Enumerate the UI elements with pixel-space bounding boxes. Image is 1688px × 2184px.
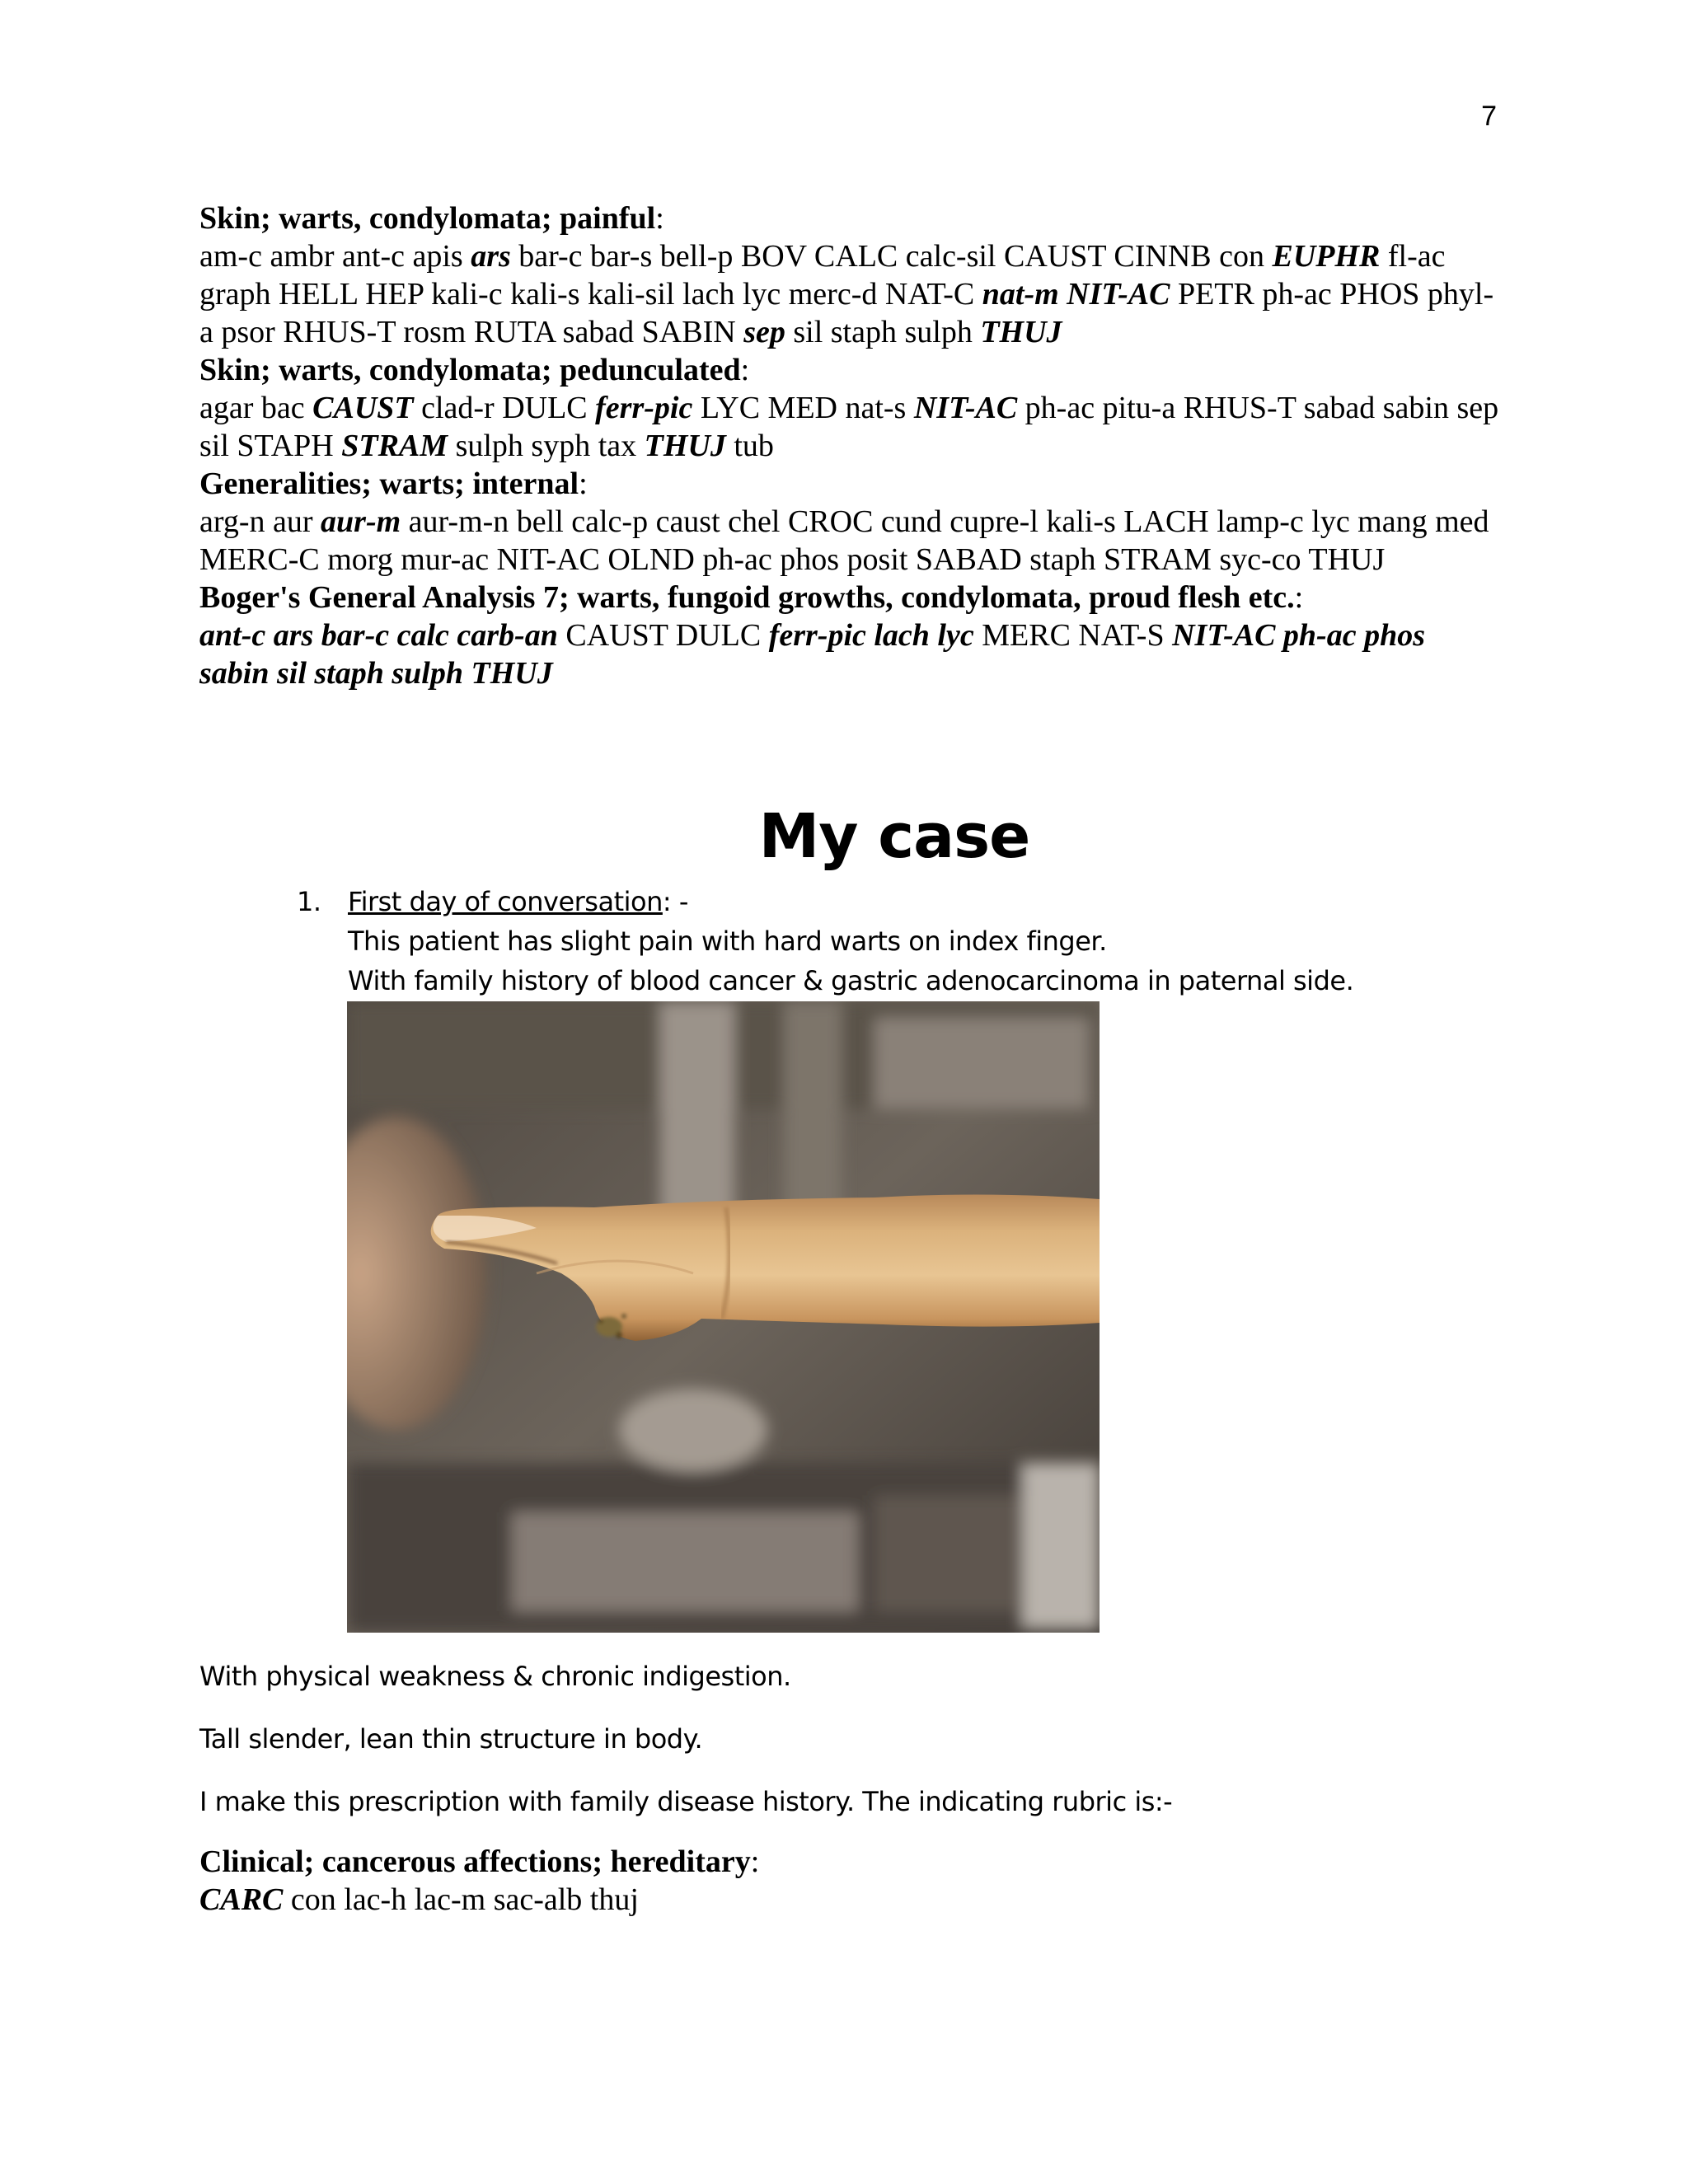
rubric-heading: Skin; warts, condylomata; pedunculated: [199, 353, 750, 387]
repertory-section [199, 199, 1502, 692]
remedy-list: am-c ambr ant-c apis ars bar-c bar-s bell-p BOV CALC calc-sil CAUST CINNB con EUPHR fl-ac graph HELL HEP kali-c kali-s kali-sil lach lyc merc-d NAT-C nat-m NIT-AC PETR ph-ac PHOS phyl-a psor RHUS-T rosm RUTA sabad SABIN sep sil staph sulph THUJ [199, 239, 1494, 349]
remedy-list: agar bac CAUST clad-r DULC ferr-pic LYC MED nat-s NIT-AC ph-ac pitu-a RHUS-T sabad sabin sep sil STAPH STRAM sulph syph tax THUJ tub [199, 391, 1499, 463]
list-number: 1. [297, 886, 321, 917]
case-line: With family history of blood cancer & gastric adenocarcinoma in paternal side. [348, 965, 1354, 996]
indicating-rubric [199, 1843, 1518, 1919]
case-list [297, 882, 1533, 1001]
remedy-list: ant-c ars bar-c calc carb-an CAUST DULC ferr-pic lach lyc MERC NAT-S NIT-AC ph-ac phos sabin sil staph sulph THUJ [199, 618, 1425, 691]
page-number: 7 [1481, 101, 1497, 132]
rubric-heading: Boger's General Analysis 7; warts, fungoid growths, condylomata, proud flesh etc.: [199, 580, 1304, 615]
case-paragraph: With physical weakness & chronic indigestion. [199, 1661, 791, 1692]
case-paragraph: I make this prescription with family disease history. The indicating rubric is:- [199, 1786, 1173, 1817]
case-notes [199, 1657, 1518, 1844]
remedy-list: CARC con lac-h lac-m sac-alb thuj [199, 1882, 639, 1917]
case-title: My case [758, 801, 1030, 872]
rubric-heading: Clinical; cancerous affections; hereditary: [199, 1844, 760, 1879]
list-item-heading: First day of conversation: - [348, 886, 688, 917]
finger-wart-photo [347, 1001, 1100, 1633]
rubric-heading: Skin; warts, condylomata; painful: [199, 201, 664, 236]
rubric-heading: Generalities; warts; internal: [199, 466, 588, 501]
case-paragraph: Tall slender, lean thin structure in body. [199, 1723, 703, 1755]
case-line: This patient has slight pain with hard warts on index finger. [348, 926, 1107, 957]
remedy-list: arg-n aur aur-m aur-m-n bell calc-p caust chel CROC cund cupre-l kali-s LACH lamp-c lyc mang med MERC-C morg mur-ac NIT-AC OLND ph-ac phos posit SABAD staph STRAM syc-co THUJ [199, 504, 1489, 577]
